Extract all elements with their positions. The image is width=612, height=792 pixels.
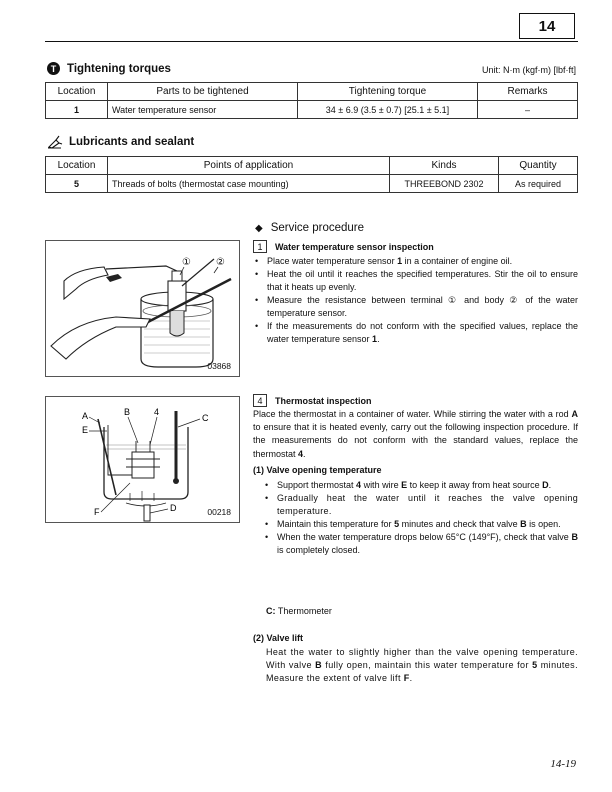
figure1-number: 03868: [207, 361, 231, 371]
step4-heading: [253, 394, 372, 407]
list-item: • Maintain this temperature for 5 minutes and check that valve B is open.: [265, 518, 578, 531]
list-item: • Measure the resistance between terminal ① and body ② of the water temperature sensor.: [255, 294, 578, 320]
chapter-number: 14: [519, 13, 575, 39]
table-header-row: [46, 83, 578, 101]
col-kinds: Kinds: [390, 157, 499, 175]
step1-number: 1: [253, 240, 267, 253]
step1-title: Water temperature sensor inspection: [275, 241, 434, 252]
figure2-label-C: C: [202, 413, 209, 423]
torques-table: [45, 82, 578, 119]
step1-bullet-list: [255, 255, 578, 346]
step4-intro: Place the thermostat in a container of water. While stirring the water with a rod A to ensure that it is heated evenly, carry out the following inspection procedure. If the measurements do not conform with the standard values, replace the thermostat 4.: [253, 409, 578, 459]
cell-location: 5: [46, 175, 108, 193]
oil-can-icon: [47, 135, 63, 149]
tightening-torque-icon: T: [47, 62, 60, 75]
list-item: • Heat the oil until it reaches the specified temperatures. Stir the oil to ensure that it heats up evenly.: [255, 268, 578, 294]
table-row: [46, 101, 578, 119]
list-item: • If the measurements do not conform with the specified values, replace the water temperature sensor 1.: [255, 320, 578, 346]
figure2-label-D: D: [170, 503, 177, 513]
sub1-title: (1) Valve opening temperature: [253, 465, 382, 475]
figure2-label-E: E: [82, 425, 89, 435]
col-remarks: Remarks: [478, 83, 578, 101]
torques-heading: [47, 62, 171, 75]
col-parts: Parts to be tightened: [108, 83, 298, 101]
torques-title: Tightening torques: [67, 62, 171, 75]
table-row: [46, 175, 578, 193]
cell-torque: 34 ± 6.9 (3.5 ± 0.7) [25.1 ± 5.1]: [298, 101, 478, 119]
cell-point: Threads of bolts (thermostat case mounting): [108, 175, 390, 193]
list-item: • When the water temperature drops below 65°C (149°F), check that valve B is completely closed.: [265, 531, 578, 557]
figure-sensor-inspection: [45, 240, 240, 377]
diamond-bullet-icon: ◆: [255, 222, 263, 234]
figure2-label-4: 4: [154, 407, 160, 417]
cell-location: 1: [46, 101, 108, 119]
col-torque: Tightening torque: [298, 83, 478, 101]
lubricants-table: [45, 156, 578, 193]
sub2-text: Heat the water to slightly higher than the valve opening temperature. With valve B fully open, maintain this water temperature for 5 minutes. Measure the extent of valve lift F.: [266, 647, 578, 684]
sub1-bullet-list: [265, 479, 578, 557]
page-number: 14-19: [550, 758, 576, 770]
col-location: Location: [46, 157, 108, 175]
service-procedure-heading: [255, 222, 364, 234]
col-quantity: Quantity: [499, 157, 578, 175]
cell-quantity: As required: [499, 175, 578, 193]
col-location: Location: [46, 83, 108, 101]
step1-heading: [253, 240, 434, 253]
thermostat-inspection-illustration: [46, 397, 239, 522]
header-rule: [45, 41, 578, 42]
lubricants-title: Lubricants and sealant: [69, 136, 195, 148]
list-item: • Support thermostat 4 with wire E to keep it away from heat source D.: [265, 479, 578, 492]
figure2-label-A: A: [82, 411, 89, 421]
cell-kind: THREEBOND 2302: [390, 175, 499, 193]
service-procedure-title: Service procedure: [270, 222, 365, 234]
cell-part: Water temperature sensor: [108, 101, 298, 119]
figure2-label-B: B: [124, 407, 131, 417]
sub2-title: (2) Valve lift: [253, 633, 304, 643]
sensor-inspection-illustration: [46, 241, 239, 376]
cell-remarks: –: [478, 101, 578, 119]
figure2-label-F: F: [94, 507, 100, 517]
figure-thermostat-inspection: [45, 396, 240, 523]
step4-number: 4: [253, 394, 267, 407]
legend-thermometer: C: Thermometer: [266, 606, 332, 616]
col-points: Points of application: [108, 157, 390, 175]
step4-title: Thermostat inspection: [275, 395, 372, 406]
table-header-row: [46, 157, 578, 175]
figure1-label-1: ①: [182, 257, 191, 268]
figure1-label-2: ②: [216, 257, 225, 268]
list-item: • Place water temperature sensor 1 in a container of engine oil.: [255, 255, 578, 268]
torque-unit: Unit: N·m (kgf·m) [lbf·ft]: [482, 65, 576, 75]
figure2-number: 00218: [207, 507, 231, 517]
list-item: • Gradually heat the water until it reaches the valve opening temperature.: [265, 492, 578, 518]
lubricants-heading: [47, 135, 194, 149]
